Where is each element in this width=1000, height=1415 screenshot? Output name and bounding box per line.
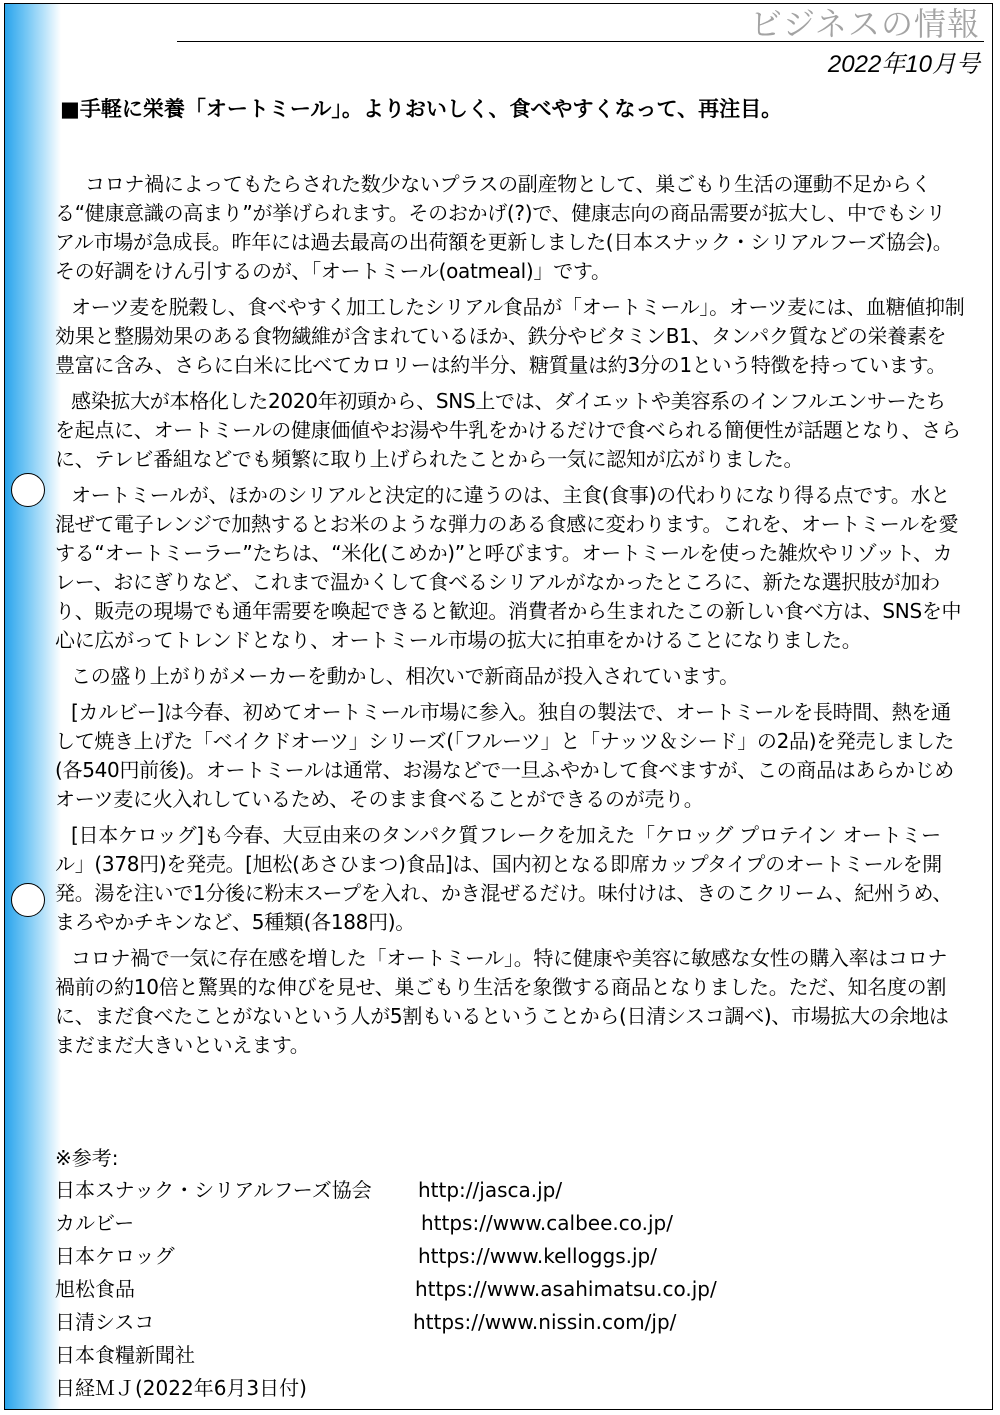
reference-item [55,1207,755,1240]
reference-item [55,1339,755,1372]
article-headline: ■手軽に栄養「オートミール」。よりおいしく、食べやすくなって、再注目。 [60,97,783,121]
references-heading: ※参考: [55,1146,119,1170]
reference-name: 旭松食品 [55,1277,135,1301]
reference-item [55,1306,755,1339]
side-gradient-bar [5,4,61,1409]
reference-url-link[interactable]: https://www.calbee.co.jp/ [421,1211,673,1235]
article-paragraph: [カルビー]は今春、初めてオートミール市場に参入。独自の製法で、オートミールを長時間、熱を通して焼き上げた「ベイクドオーツ」シリーズ(「フルーツ」と「ナッツ＆シード」の2品)を発売しました(各540円前後)。オートミールは通常、お湯などで一旦ふやかして食べますが、この商品はあらかじめオーツ麦に火入れしているため、そのまま食べることができるのが売り。 [55,700,955,811]
reference-url-link[interactable]: https://www.nissin.com/jp/ [413,1310,677,1334]
reference-url-link[interactable]: https://www.kelloggs.jp/ [418,1244,657,1268]
reference-url-link[interactable]: https://www.asahimatsu.co.jp/ [415,1277,717,1301]
newsletter-title: ビジネスの情報 [749,5,980,43]
reference-name: 日清シスコ [55,1310,155,1334]
reference-name: 日本ケロッグ [55,1244,175,1268]
article-paragraph: コロナ禍で一気に存在感を増した「オートミール」。特に健康や美容に敏感な女性の購入率はコロナ禍前の約10倍と驚異的な伸びを見せ、巣ごもり生活を象徴する商品となりました。ただ、知名度の割に、まだ食べたことがないという人が5割もいるということから(日清シスコ調べ)、市場拡大の余地はまだまだ大きいといえます。 [55,946,949,1057]
reference-item [55,1273,755,1306]
article-paragraph: オートミールが、ほかのシリアルと決定的に違うのは、主食(食事)の代わりになり得る点です。水と混ぜて電子レンジで加熱するとお米のような弾力のある食感に変わります。これを、オートミールを愛する“オートミーラー”たちは、“米化(こめか)”と呼びます。オートミールを使った雑炊やリゾット、カレー、おにぎりなど、これまで温かくして食べるシリアルがなかったところに、新たな選択肢が加わり、販売の現場でも通年需要を喚起できると歓迎。消費者から生まれたこの新しい食べ方は、SNSを中心に広がってトレンドとなり、オートミール市場の拡大に拍車をかけることになりました。 [55,483,962,652]
reference-item [55,1372,755,1405]
binder-hole-icon [11,883,45,917]
reference-name: 日本食糧新聞社 [55,1343,195,1367]
issue-date: 2022年10月号 [827,51,980,78]
article-paragraph: [日本ケロッグ]も今春、大豆由来のタンパク質フレークを加えた「ケロッグ プロテイン オートミール」(378円)を発売。[旭松(あさひまつ)食品]は、国内初となる即席カップタイプのオートミールを開発。湯を注いで1分後に粉末スープを入れ、かき混ぜるだけ。味付けは、きのこクリーム、紀州うめ、まろやかチキンなど、5種類(各188円)。 [55,823,953,934]
references-section [55,1142,755,1405]
reference-url-link[interactable]: http://jasca.jp/ [418,1178,563,1202]
article-paragraph: オーツ麦を脱穀し、食べやすく加工したシリアル食品が「オートミール」。オーツ麦には、血糖値抑制効果と整腸効果のある食物繊維が含まれているほか、鉄分やビタミンB1、タンパク質などの栄養素を豊富に含み、さらに白米に比べてカロリーは約半分、糖質量は約3分の1という特徴を持っています。 [55,295,965,377]
header-divider [177,41,984,42]
article-paragraph: 感染拡大が本格化した2020年初頭から、SNS上では、ダイエットや美容系のインフルエンサーたちを起点に、オートミールの健康価値やお湯や牛乳をかけるだけで食べられる簡便性が話題となり、さらに、テレビ番組などでも頻繁に取り上げられたことから一気に認知が広がりました。 [55,389,961,471]
article-paragraph: コロナ禍によってもたらされた数少ないプラスの副産物として、巣ごもり生活の運動不足からくる“健康意識の高まり”が挙げられます。そのおかげ(?)で、健康志向の商品需要が拡大し、中でもシリアル市場が急成長。昨年には過去最高の出荷額を更新しました(日本スナック・シリアルフーズ協会)。その好調をけん引するのが、「オートミール(oatmeal)」です。 [55,172,953,283]
reference-name: 日経ＭＪ(2022年6月3日付) [55,1376,307,1400]
binder-hole-icon [11,473,45,507]
article-paragraph: この盛り上がりがメーカーを動かし、相次いで新商品が投入されています。 [71,664,739,688]
reference-item [55,1174,755,1207]
reference-name: カルビー [55,1211,135,1235]
article-body [55,170,965,1067]
reference-name: 日本スナック・シリアルフーズ協会 [55,1178,372,1202]
reference-item [55,1240,755,1273]
